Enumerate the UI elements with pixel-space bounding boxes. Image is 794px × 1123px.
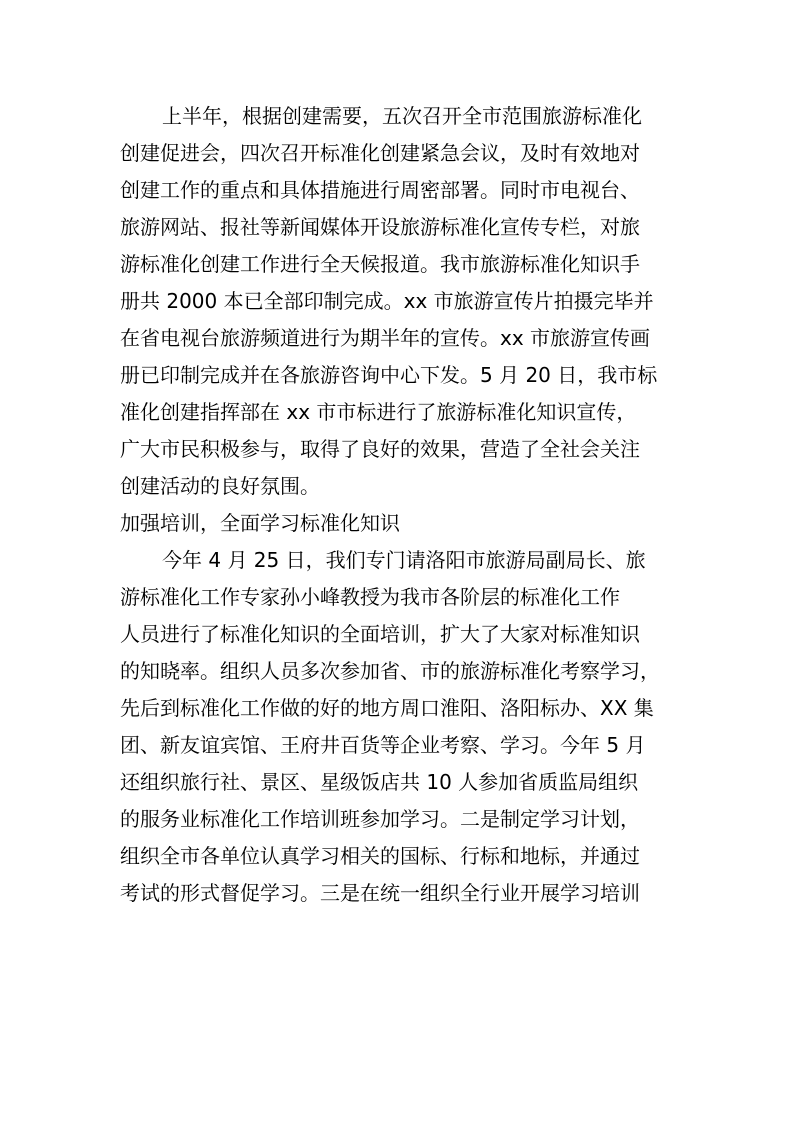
body-line-18: 团、新友谊宾馆、王府井百货等企业考察、学习。今年 5 月 <box>120 733 646 757</box>
body-line-3: 创建工作的重点和具体措施进行周密部署。同时市电视台、 <box>120 178 640 202</box>
body-line-10: 广大市民积极参与，取得了良好的效果，营造了全社会关注 <box>120 437 640 461</box>
body-line-6: 册共 2000 本已全部印制完成。xx 市旅游宣传片拍摄完毕并 <box>120 289 654 313</box>
body-line-21: 组织全市各单位认真学习相关的国标、行标和地标，并通过 <box>120 844 640 868</box>
body-line-14: 游标准化工作专家孙小峰教授为我市各阶层的标准化工作 <box>120 585 620 609</box>
body-line-7: 在省电视台旅游频道进行为期半年的宣传。xx 市旅游宣传画 <box>120 326 651 350</box>
body-line-17: 先后到标准化工作做的好的地方周口淮阳、洛阳标办、XX 集 <box>120 696 654 720</box>
body-line-20: 的服务业标准化工作培训班参加学习。二是制定学习计划， <box>120 807 640 831</box>
body-line-9: 准化创建指挥部在 xx 市市标进行了旅游标准化知识宣传， <box>120 400 637 424</box>
body-line-2: 创建促进会，四次召开标准化创建紧急会议，及时有效地对 <box>120 141 640 165</box>
body-line-5: 游标准化创建工作进行全天候报道。我市旅游标准化知识手 <box>120 252 640 276</box>
body-line-16: 的知晓率。组织人员多次参加省、市的旅游标准化考察学习， <box>120 659 660 683</box>
body-line-8: 册已印制完成并在各旅游咨询中心下发。5 月 20 日，我市标 <box>120 363 658 387</box>
body-line-19: 还组织旅行社、景区、星级饭店共 10 人参加省质监局组织 <box>120 770 639 794</box>
document-body <box>120 98 680 912</box>
body-line-15: 人员进行了标准化知识的全面培训，扩大了大家对标准知识 <box>120 622 640 646</box>
body-line-22: 考试的形式督促学习。三是在统一组织全行业开展学习培训 <box>120 881 640 905</box>
section-heading: 加强培训，全面学习标准化知识 <box>120 511 400 535</box>
body-line-4: 旅游网站、报社等新闻媒体开设旅游标准化宣传专栏，对旅 <box>120 215 640 239</box>
body-line-13: 今年 4 月 25 日，我们专门请洛阳市旅游局副局长、旅 <box>162 548 646 572</box>
body-line-1: 上半年，根据创建需要，五次召开全市范围旅游标准化 <box>162 104 642 128</box>
body-line-11: 创建活动的良好氛围。 <box>120 474 320 498</box>
